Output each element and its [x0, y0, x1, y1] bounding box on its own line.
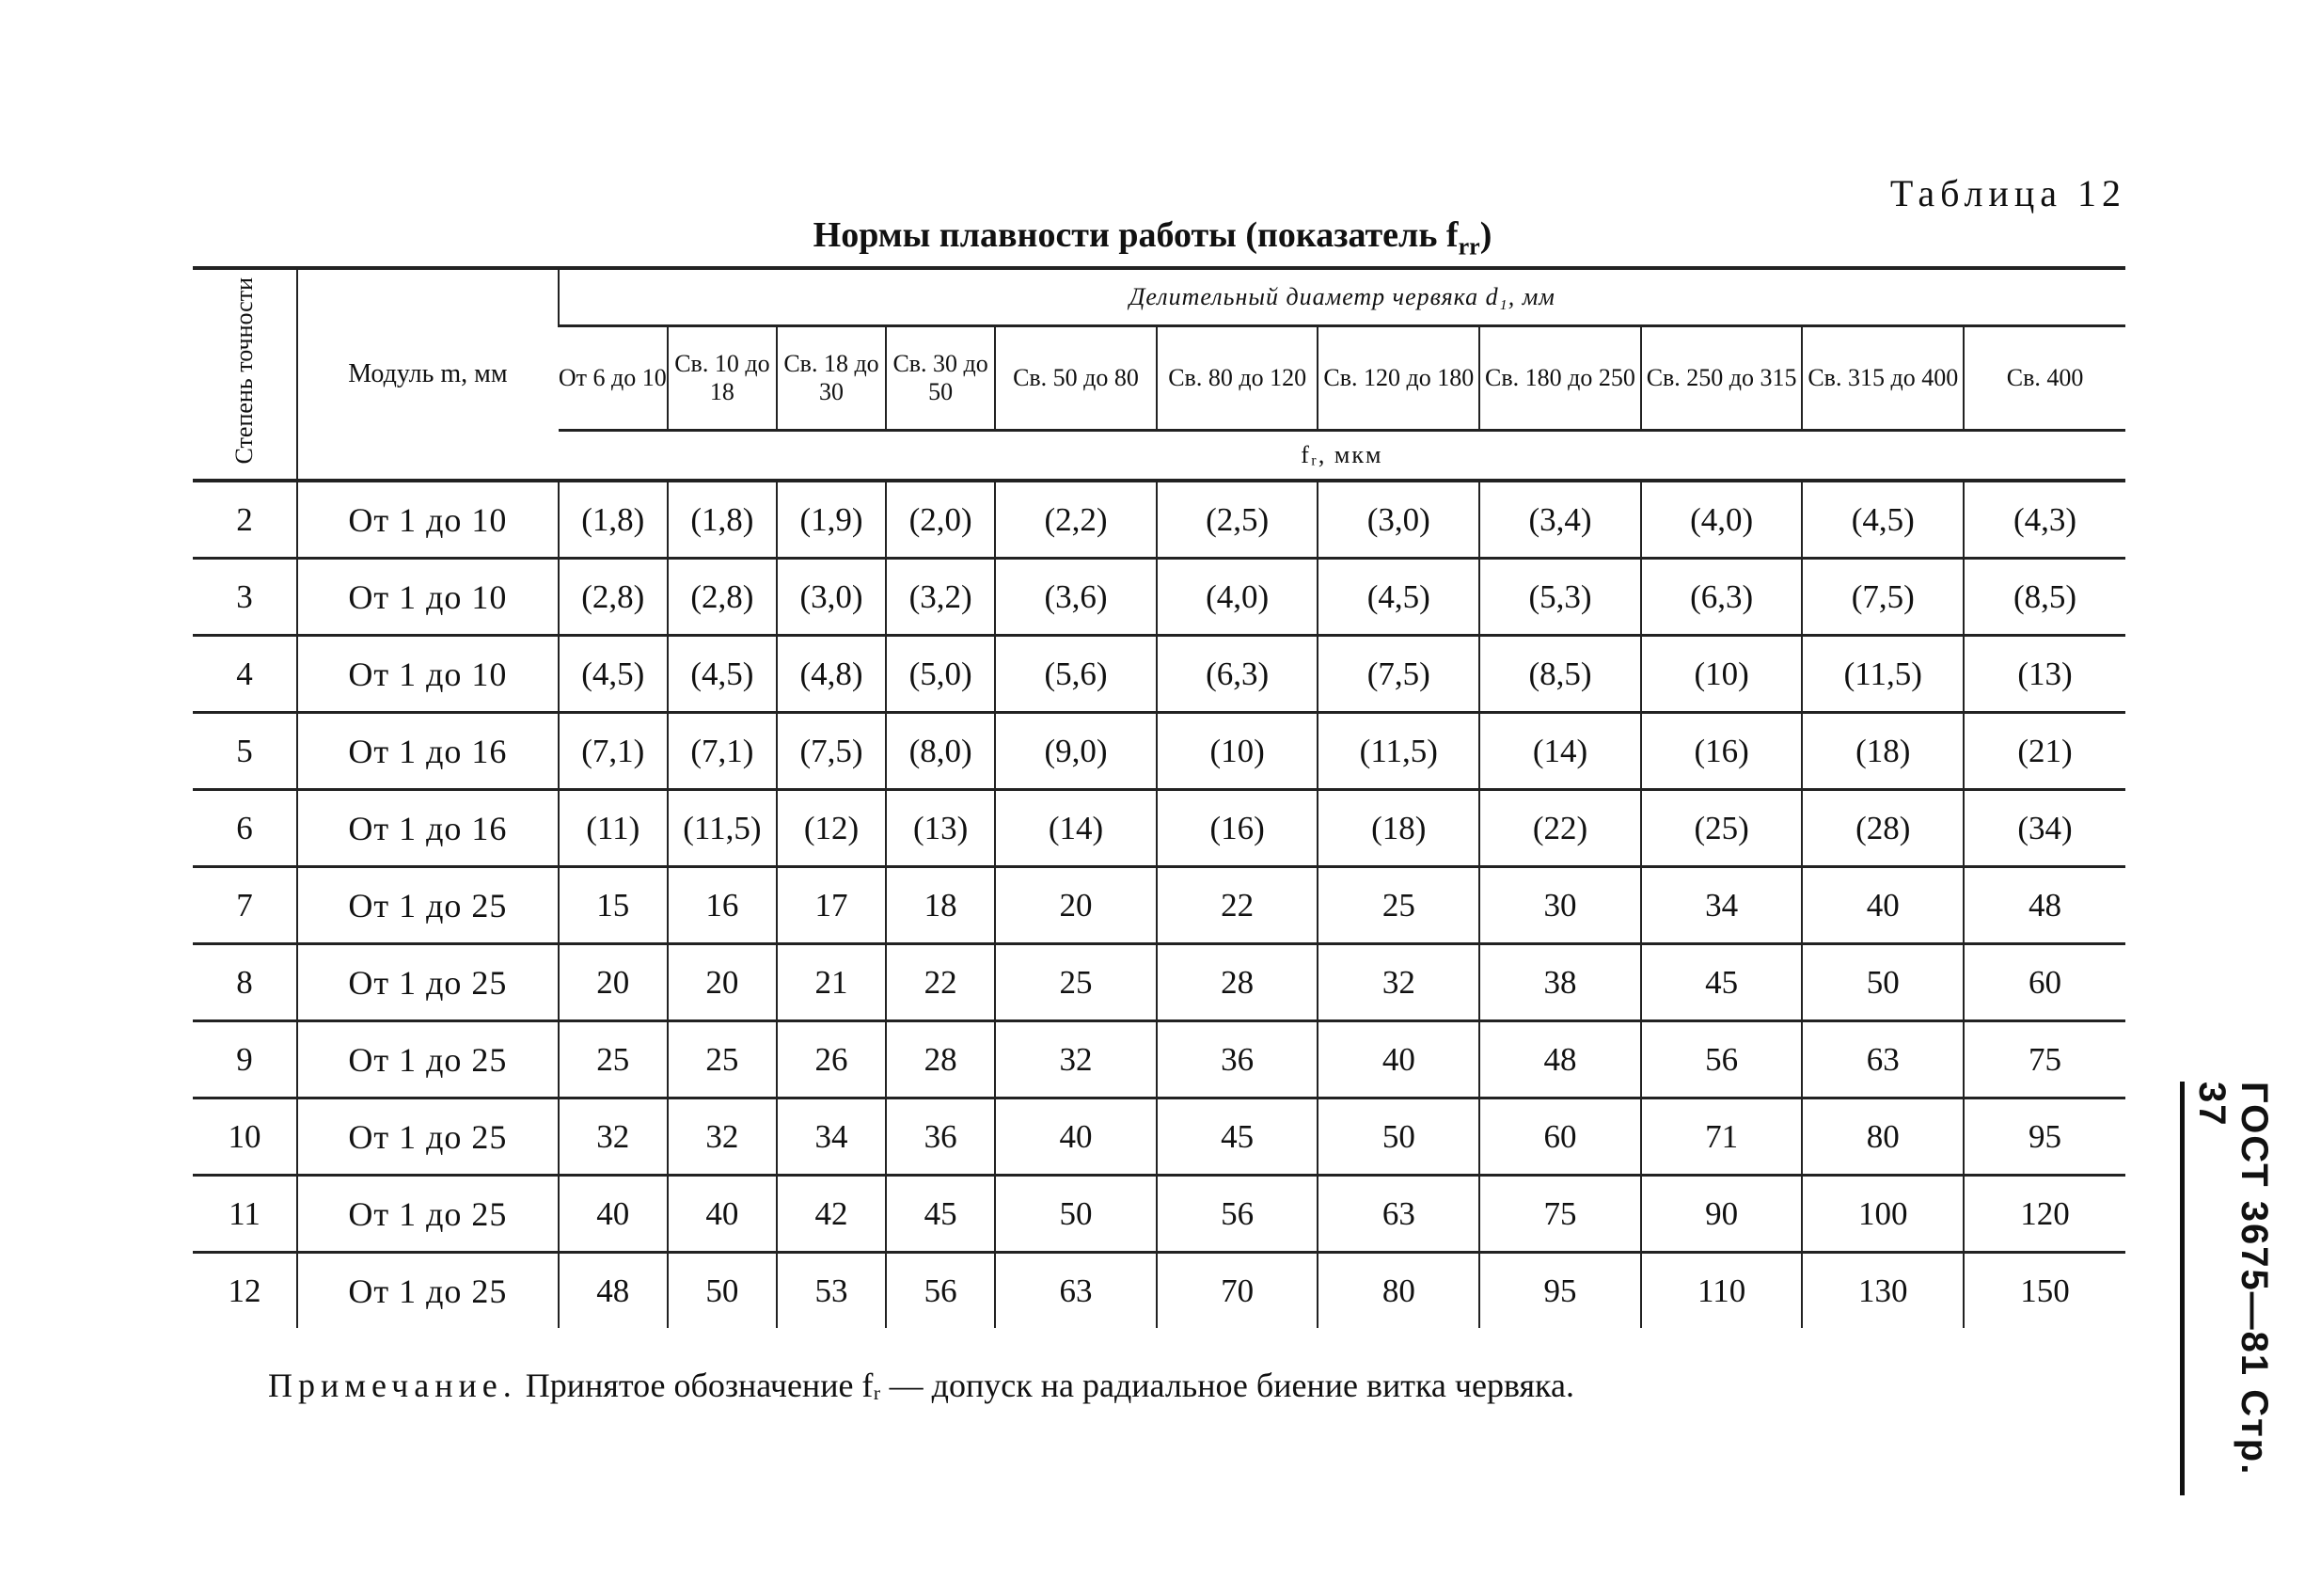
cell-value: 80	[1318, 1253, 1479, 1329]
cell-value: (5,0)	[886, 636, 995, 713]
header-column: Св. 400	[1964, 326, 2125, 431]
cell-value: (6,3)	[1641, 559, 1803, 636]
cell-value: (7,5)	[777, 713, 886, 790]
cell-value: 110	[1641, 1253, 1803, 1329]
cell-value: (11,5)	[1318, 713, 1479, 790]
cell-value: (6,3)	[1157, 636, 1318, 713]
cell-value: (13)	[1964, 636, 2125, 713]
cell-value: 71	[1641, 1098, 1803, 1176]
cell-value: 45	[1641, 944, 1803, 1021]
cell-value: 120	[1964, 1176, 2125, 1253]
cell-value: (1,8)	[668, 481, 777, 559]
cell-value: (2,0)	[886, 481, 995, 559]
cell-value: (11)	[559, 790, 668, 867]
cell-value: (1,8)	[559, 481, 668, 559]
cell-module: От 1 до 25	[297, 1253, 559, 1329]
cell-value: (21)	[1964, 713, 2125, 790]
table-row	[193, 790, 2125, 867]
table-row	[193, 1176, 2125, 1253]
cell-value: (4,3)	[1964, 481, 2125, 559]
cell-value: 90	[1641, 1176, 1803, 1253]
cell-degree: 12	[228, 1272, 261, 1309]
cell-value: 30	[1479, 867, 1641, 944]
table-row	[193, 636, 2125, 713]
cell-value: 150	[1964, 1253, 2125, 1329]
cell-value: (10)	[1157, 713, 1318, 790]
cell-value: (5,6)	[995, 636, 1157, 713]
cell-value: (2,2)	[995, 481, 1157, 559]
table-title-text: Нормы плавности работы (показатель f	[813, 215, 1459, 255]
cell-value: (11,5)	[1802, 636, 1964, 713]
cell-value: 45	[1157, 1098, 1318, 1176]
header-column: Св. 80 до 120	[1157, 326, 1318, 431]
cell-value: 20	[995, 867, 1157, 944]
cell-value: 53	[777, 1253, 886, 1329]
cell-value: (9,0)	[995, 713, 1157, 790]
table-title-close: )	[1479, 215, 1492, 255]
cell-value: (8,5)	[1479, 636, 1641, 713]
cell-value: (22)	[1479, 790, 1641, 867]
header-column: Св. 30 до 50	[886, 326, 995, 431]
cell-module: От 1 до 25	[297, 1098, 559, 1176]
cell-value: 40	[1802, 867, 1964, 944]
norms-table-container	[193, 266, 2125, 1328]
cell-value: (4,5)	[559, 636, 668, 713]
cell-degree: 8	[193, 944, 297, 1021]
table-body	[193, 481, 2125, 1328]
cell-value: (4,0)	[1157, 559, 1318, 636]
cell-value: (12)	[777, 790, 886, 867]
table-row	[193, 867, 2125, 944]
cell-value: (3,2)	[886, 559, 995, 636]
cell-value: 50	[1802, 944, 1964, 1021]
cell-value: (2,8)	[668, 559, 777, 636]
cell-module: От 1 до 25	[297, 944, 559, 1021]
cell-module: От 1 до 25	[297, 867, 559, 944]
cell-value: (4,5)	[668, 636, 777, 713]
cell-value: (7,5)	[1318, 636, 1479, 713]
header-degree-text: Степень точности	[229, 277, 258, 465]
table-title-subscript: rr	[1458, 232, 1480, 261]
cell-value: (14)	[995, 790, 1157, 867]
cell-value: 38	[1479, 944, 1641, 1021]
header-module: Модуль m, мм	[297, 268, 559, 481]
cell-value: 63	[1802, 1021, 1964, 1098]
cell-value: 32	[559, 1098, 668, 1176]
cell-value: (4,5)	[1802, 481, 1964, 559]
cell-value: 32	[995, 1021, 1157, 1098]
cell-value: 100	[1802, 1176, 1964, 1253]
cell-value: (7,5)	[1802, 559, 1964, 636]
cell-value: (11,5)	[668, 790, 777, 867]
table-row	[193, 1021, 2125, 1098]
cell-value: 20	[668, 944, 777, 1021]
cell-value: 56	[1157, 1176, 1318, 1253]
cell-value: 36	[886, 1098, 995, 1176]
cell-degree: 4	[193, 636, 297, 713]
cell-degree: 7	[193, 867, 297, 944]
cell-value: 25	[995, 944, 1157, 1021]
header-column: Св. 315 до 400	[1802, 326, 1964, 431]
cell-module: От 1 до 10	[297, 636, 559, 713]
cell-value: (4,8)	[777, 636, 886, 713]
cell-value: 56	[886, 1253, 995, 1329]
cell-value: 22	[886, 944, 995, 1021]
cell-value: 60	[1964, 944, 2125, 1021]
cell-value: (16)	[1157, 790, 1318, 867]
cell-value: 48	[1479, 1021, 1641, 1098]
cell-value: (10)	[1641, 636, 1803, 713]
cell-value: 63	[995, 1253, 1157, 1329]
header-column: Св. 18 до 30	[777, 326, 886, 431]
cell-value: 75	[1479, 1176, 1641, 1253]
cell-value: 25	[559, 1021, 668, 1098]
cell-value: 130	[1802, 1253, 1964, 1329]
cell-value: 50	[1318, 1098, 1479, 1176]
cell-value: 50	[668, 1253, 777, 1329]
table-row	[193, 713, 2125, 790]
cell-value: (16)	[1641, 713, 1803, 790]
cell-module: От 1 до 16	[297, 713, 559, 790]
cell-value: 16	[668, 867, 777, 944]
cell-module: От 1 до 25	[297, 1021, 559, 1098]
side-text: ГОСТ 3675—81 Стр. 37	[2191, 1082, 2275, 1477]
cell-value: 34	[1641, 867, 1803, 944]
cell-value: 48	[559, 1253, 668, 1329]
header-column: Св. 10 до 18	[668, 326, 777, 431]
cell-value: 40	[1318, 1021, 1479, 1098]
cell-value: 56	[1641, 1021, 1803, 1098]
header-column: Св. 180 до 250	[1479, 326, 1641, 431]
document-side-label	[2180, 1082, 2275, 1495]
header-column: Св. 250 до 315	[1641, 326, 1803, 431]
cell-value: (25)	[1641, 790, 1803, 867]
cell-value: 40	[559, 1176, 668, 1253]
header-column: Св. 50 до 80	[995, 326, 1157, 431]
cell-value: 45	[886, 1176, 995, 1253]
header-unit: fᵣ, мкм	[559, 431, 2125, 482]
cell-degree: 5	[193, 713, 297, 790]
note-text: Принятое обозначение fᵣ — допуск на радиальное биение витка червяка.	[516, 1367, 1574, 1404]
cell-value: (14)	[1479, 713, 1641, 790]
cell-value: (13)	[886, 790, 995, 867]
cell-value: 36	[1157, 1021, 1318, 1098]
cell-value: (28)	[1802, 790, 1964, 867]
cell-value: 22	[1157, 867, 1318, 944]
header-diameter-group: Делительный диаметр червяка d₁, мм	[559, 268, 2125, 326]
note-label: Примечание.	[268, 1367, 517, 1404]
cell-value: (2,5)	[1157, 481, 1318, 559]
table-row	[193, 1098, 2125, 1176]
header-column: От 6 до 10	[558, 364, 667, 392]
cell-value: 50	[995, 1176, 1157, 1253]
cell-value: 63	[1318, 1176, 1479, 1253]
cell-value: 95	[1964, 1098, 2125, 1176]
cell-value: 32	[668, 1098, 777, 1176]
cell-degree: 2	[193, 481, 297, 559]
cell-value: (8,0)	[886, 713, 995, 790]
cell-value: 25	[1318, 867, 1479, 944]
cell-degree: 3	[193, 559, 297, 636]
header-degree	[193, 268, 297, 481]
table-row	[193, 559, 2125, 636]
cell-value: (18)	[1802, 713, 1964, 790]
cell-value: (4,5)	[1318, 559, 1479, 636]
cell-value: 17	[777, 867, 886, 944]
cell-value: 75	[1964, 1021, 2125, 1098]
cell-value: (4,0)	[1641, 481, 1803, 559]
cell-value: (3,0)	[777, 559, 886, 636]
cell-value: (7,1)	[559, 713, 668, 790]
cell-value: 15	[559, 867, 668, 944]
cell-value: 70	[1157, 1253, 1318, 1329]
cell-value: (1,9)	[777, 481, 886, 559]
cell-value: 42	[777, 1176, 886, 1253]
cell-value: (7,1)	[668, 713, 777, 790]
cell-value: 18	[886, 867, 995, 944]
cell-value: (3,4)	[1479, 481, 1641, 559]
cell-degree: 10	[193, 1098, 297, 1176]
cell-value: (8,5)	[1964, 559, 2125, 636]
table-label: Таблица 12	[1889, 172, 2126, 214]
cell-module: От 1 до 10	[297, 559, 559, 636]
cell-value: 28	[886, 1021, 995, 1098]
cell-value: 25	[668, 1021, 777, 1098]
cell-value: 28	[1157, 944, 1318, 1021]
cell-module: От 1 до 16	[297, 790, 559, 867]
table-header	[193, 268, 2125, 481]
cell-value: (34)	[1964, 790, 2125, 867]
norms-table	[193, 266, 2125, 1328]
cell-value: (2,8)	[559, 559, 668, 636]
cell-value: 26	[777, 1021, 886, 1098]
cell-value: 80	[1802, 1098, 1964, 1176]
cell-value: 48	[1964, 867, 2125, 944]
cell-value: 32	[1318, 944, 1479, 1021]
table-row	[193, 1253, 2125, 1329]
cell-value: (3,0)	[1318, 481, 1479, 559]
cell-value: 21	[777, 944, 886, 1021]
cell-value: 34	[777, 1098, 886, 1176]
table-row	[193, 481, 2125, 559]
cell-value: 95	[1479, 1253, 1641, 1329]
cell-value: (18)	[1318, 790, 1479, 867]
cell-value: 60	[1479, 1098, 1641, 1176]
cell-degree: 9	[193, 1021, 297, 1098]
cell-value: (5,3)	[1479, 559, 1641, 636]
cell-module: От 1 до 10	[297, 481, 559, 559]
cell-value: (3,6)	[995, 559, 1157, 636]
cell-value: 40	[668, 1176, 777, 1253]
table-title	[0, 214, 2305, 261]
table-note	[268, 1366, 1574, 1405]
header-column: Св. 120 до 180	[1318, 326, 1479, 431]
cell-value: 40	[995, 1098, 1157, 1176]
cell-degree: 11	[193, 1176, 297, 1253]
cell-value: 20	[559, 944, 668, 1021]
cell-module: От 1 до 25	[297, 1176, 559, 1253]
cell-degree: 6	[193, 790, 297, 867]
table-row	[193, 944, 2125, 1021]
